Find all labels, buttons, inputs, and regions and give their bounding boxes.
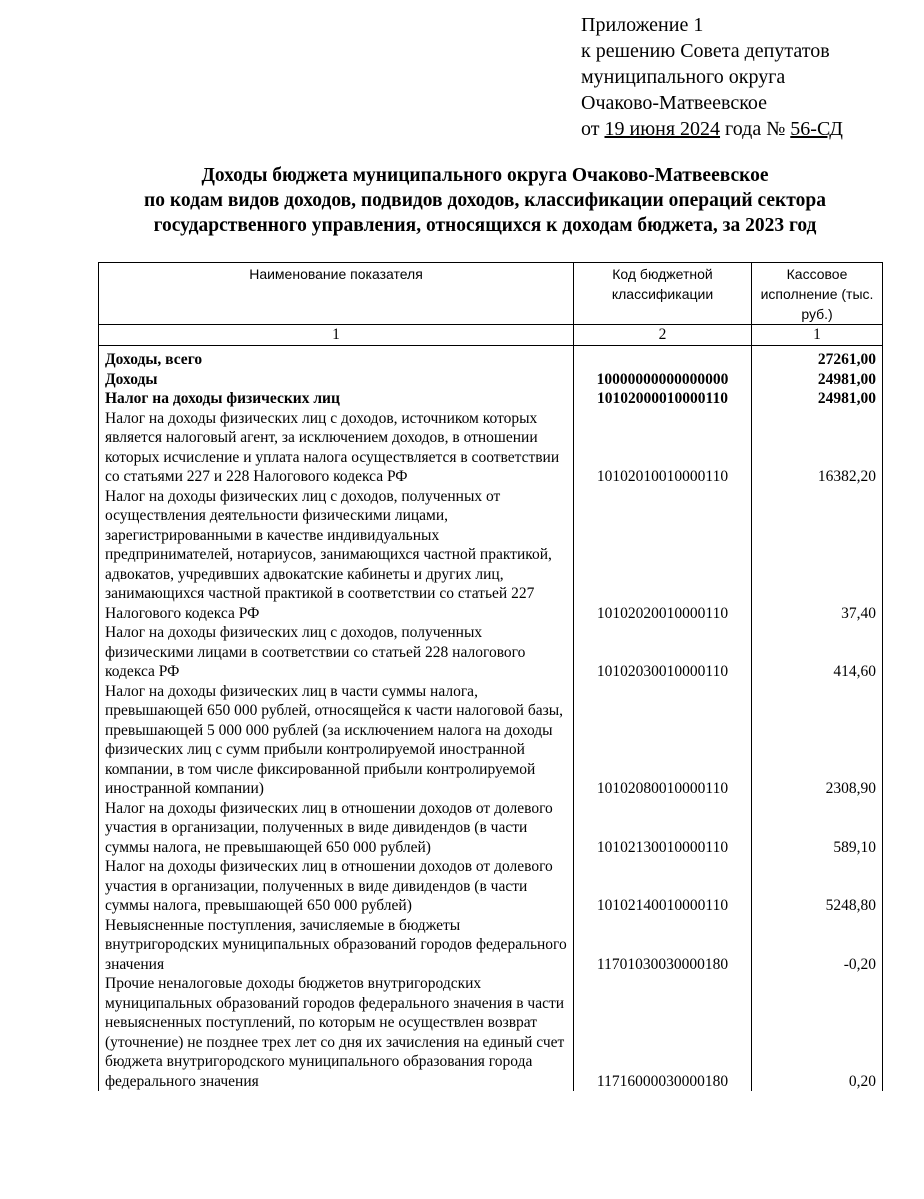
- appendix-line-1: Приложение 1: [581, 14, 704, 36]
- row-code: 10102140010000110: [574, 857, 752, 916]
- row-amount: 37,40: [752, 487, 883, 624]
- appendix-year-word: года №: [720, 118, 791, 140]
- column-number: 2: [574, 325, 752, 346]
- column-number: 1: [99, 325, 574, 346]
- row-amount: -0,20: [752, 916, 883, 975]
- table-row: [99, 916, 883, 975]
- row-code: 10102080010000110: [574, 682, 752, 799]
- table-header-row: [99, 263, 883, 325]
- table-row: [99, 346, 883, 370]
- appendix-number: 56-СД: [790, 118, 843, 140]
- row-amount: 27261,00: [752, 346, 883, 370]
- row-amount: 589,10: [752, 799, 883, 858]
- row-name: Невыясненные поступления, зачисляемые в бюджеты внутригородских муниципальных образований городов федерального значения: [99, 916, 574, 975]
- column-number: 1: [752, 325, 883, 346]
- title-line-3: государственного управления, относящихся к доходам бюджета, за 2023 год: [153, 215, 817, 236]
- table-row: [99, 487, 883, 624]
- row-name: Налог на доходы физических лиц: [99, 389, 574, 409]
- appendix-date: 19 июня 2024: [604, 118, 721, 140]
- row-code: 10102030010000110: [574, 623, 752, 682]
- row-code: 10102010010000110: [574, 409, 752, 487]
- row-name: Налог на доходы физических лиц в части суммы налога, превышающей 650 000 рублей, относящейся к части налоговой базы, превышающей 5 000 000 рублей (за исключением налога на доходы физических лиц с сумм прибыли контролируемой иностранной компании, в том числе фиксированной прибыли контролируемой иностранной компании): [99, 682, 574, 799]
- row-code: 10102000010000110: [574, 389, 752, 409]
- header-code: Код бюджетной классификации: [574, 263, 752, 325]
- row-amount: 5248,80: [752, 857, 883, 916]
- table-row: [99, 409, 883, 487]
- table-body: [99, 346, 883, 1092]
- appendix-block: [581, 12, 843, 142]
- row-code: 10000000000000000: [574, 370, 752, 390]
- appendix-line-4: Очаково-Матвеевское: [581, 92, 768, 114]
- row-code: 10102130010000110: [574, 799, 752, 858]
- row-amount: 24981,00: [752, 389, 883, 409]
- table-row: [99, 370, 883, 390]
- row-name: Налог на доходы физических лиц с доходов, полученных физическими лицами в соответствии со статьей 228 налогового кодекса РФ: [99, 623, 574, 682]
- appendix-line-3: муниципального округа: [581, 66, 786, 88]
- table-row: [99, 389, 883, 409]
- table-row: [99, 857, 883, 916]
- header-amount: Кассовое исполнение (тыс. руб.): [752, 263, 883, 325]
- row-name: Налог на доходы физических лиц с доходов, источником которых является налоговый агент, за исключением доходов, в отношении которых исчисление и уплата налога осуществляется в соответствии со статьями 227 и 228 Налогового кодекса РФ: [99, 409, 574, 487]
- appendix-date-prefix: от: [581, 118, 605, 140]
- row-code: 10102020010000110: [574, 487, 752, 624]
- row-name: Доходы: [99, 370, 574, 390]
- title-line-1: Доходы бюджета муниципального округа Очаково-Матвеевское: [201, 165, 769, 186]
- appendix-line-2: к решению Совета депутатов: [581, 40, 830, 62]
- header-name: Наименование показателя: [99, 263, 574, 325]
- row-name: Налог на доходы физических лиц с доходов, полученных от осуществления деятельности физическими лицами, зарегистрированными в качестве индивидуальных предпринимателей, нотариусов, занимающихся частной практикой, адвокатов, учредивших адвокатские кабинеты и других лиц, занимающихся частной практикой в соответствии со статьей 227 Налогового кодекса РФ: [99, 487, 574, 624]
- appendix-date-line: [581, 116, 843, 142]
- document-title: [0, 163, 924, 238]
- column-number-row: [99, 325, 883, 346]
- income-table: [98, 262, 883, 1091]
- table-row: [99, 974, 883, 1091]
- row-name: Прочие неналоговые доходы бюджетов внутригородских муниципальных образований городов федерального значения в части невыясненных поступлений, по которым не осуществлен возврат (уточнение) не позднее трех лет со дня их зачисления на единый счет бюджета внутригородского муниципального образования города федерального значения: [99, 974, 574, 1091]
- table-row: [99, 799, 883, 858]
- row-name: Налог на доходы физических лиц в отношении доходов от долевого участия в организации, полученных в виде дивидендов (в части суммы налога, превышающей 650 000 рублей): [99, 857, 574, 916]
- row-name: Налог на доходы физических лиц в отношении доходов от долевого участия в организации, полученных в виде дивидендов (в части суммы налога, не превышающей 650 000 рублей): [99, 799, 574, 858]
- row-amount: 2308,90: [752, 682, 883, 799]
- row-amount: 0,20: [752, 974, 883, 1091]
- table-row: [99, 682, 883, 799]
- row-amount: 414,60: [752, 623, 883, 682]
- row-code: [574, 346, 752, 370]
- row-amount: 16382,20: [752, 409, 883, 487]
- row-code: 11716000030000180: [574, 974, 752, 1091]
- title-line-2: по кодам видов доходов, подвидов доходов, классификации операций сектора: [144, 190, 826, 211]
- table-row: [99, 623, 883, 682]
- row-name: Доходы, всего: [99, 346, 574, 370]
- row-amount: 24981,00: [752, 370, 883, 390]
- row-code: 11701030030000180: [574, 916, 752, 975]
